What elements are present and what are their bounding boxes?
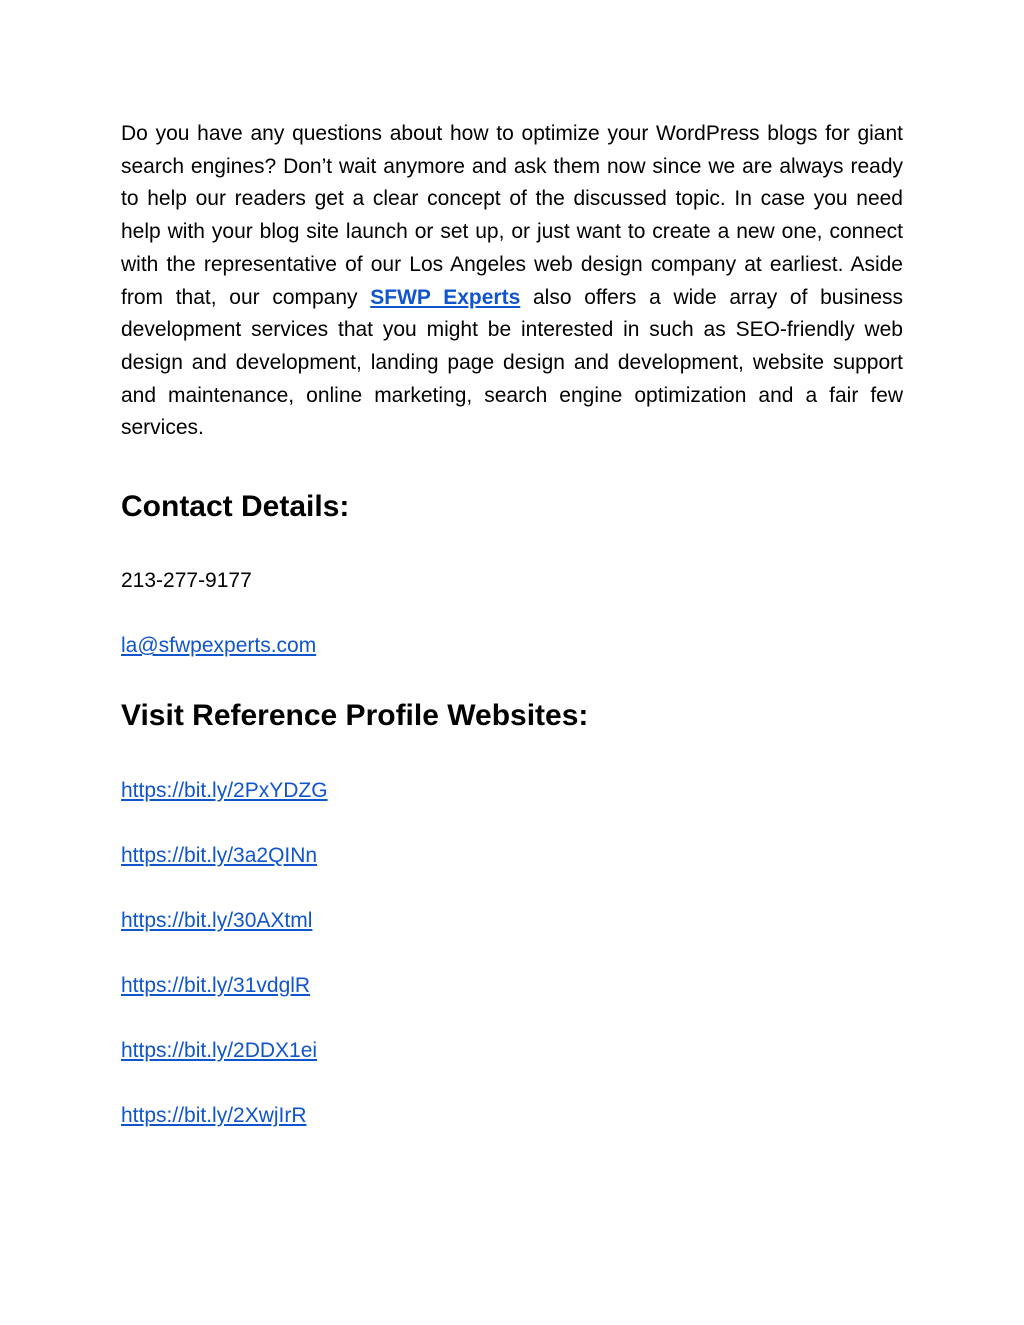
email-line [121,633,903,659]
reference-link-item [121,778,903,804]
reference-link-item [121,1038,903,1064]
reference-link-item [121,973,903,999]
reference-link-item [121,843,903,869]
reference-link-item [121,908,903,934]
reference-link-3[interactable]: https://bit.ly/30AXtml [121,909,313,933]
document-page [121,118,903,1129]
reference-link-6[interactable]: https://bit.ly/2XwjIrR [121,1104,307,1128]
reference-links-list [121,778,903,1129]
reference-link-4[interactable]: https://bit.ly/31vdglR [121,974,311,998]
reference-link-item [121,1103,903,1129]
intro-paragraph [121,118,903,445]
intro-text-after-link: also offers a wide array of business development services that you might be interested in such as SEO-friendly web design and development, landing page design and development, website support and maintenance, online marketing, search engine optimization and a fair few services. [121,285,903,440]
sfwp-experts-link[interactable]: SFWP Experts [370,285,521,309]
intro-text-before-link: Do you have any questions about how to optimize your WordPress blogs for giant search engines? Don’t wait anymore and ask them now since we are always ready to help our readers get a clear concept of the discussed topic. In case you need help with your blog site launch or set up, or just want to create a new one, connect with the representative of our Los Angeles web design company at earliest. Aside from that, our company [121,122,903,309]
email-link[interactable]: la@sfwpexperts.com [121,634,317,658]
reference-link-2[interactable]: https://bit.ly/3a2QINn [121,844,318,868]
reference-link-1[interactable]: https://bit.ly/2PxYDZG [121,779,328,803]
reference-websites-heading: Visit Reference Profile Websites: [121,699,589,733]
reference-link-5[interactable]: https://bit.ly/2DDX1ei [121,1039,318,1063]
contact-details-heading: Contact Details: [121,490,350,524]
phone-number: 213-277-9177 [121,569,252,593]
